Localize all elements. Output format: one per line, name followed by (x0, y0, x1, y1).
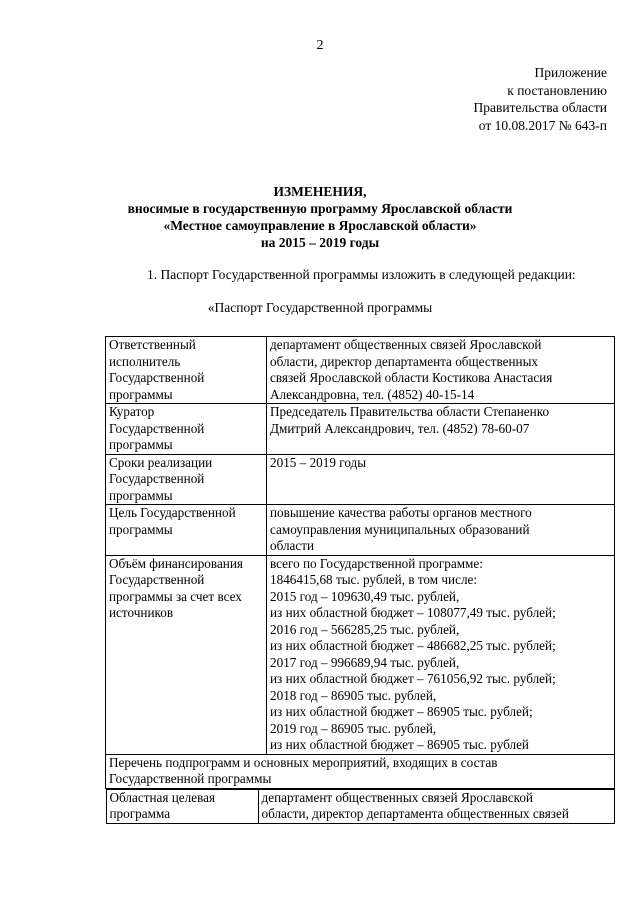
title-line: «Местное самоуправление в Ярославской области» (163, 218, 477, 233)
cell-line: 2017 год – 996689,94 тыс. рублей, (270, 654, 460, 670)
cell-line: программы (109, 386, 173, 402)
passport-table-body (106, 337, 615, 824)
cell-line: Объём финансирования (109, 555, 243, 571)
table-row (106, 454, 615, 505)
title-line: вносимые в государственную программу Ярославской области (127, 201, 513, 216)
row-value (267, 555, 615, 754)
table-row (106, 555, 615, 754)
cell-line: Областная целевая (109, 789, 216, 805)
appendix-line: к постановлению (507, 82, 607, 98)
subprogram-row (106, 788, 615, 824)
amendment-paragraph (105, 266, 613, 283)
cell-line: из них областной бюджет – 86905 тыс. рублей; (270, 704, 533, 719)
subprogram-label (106, 789, 258, 823)
cell-line: программы (109, 521, 173, 537)
cell-line: источников (109, 605, 174, 620)
cell-line: связей Ярославской области Костикова Анастасия (270, 370, 553, 385)
title-line: ИЗМЕНЕНИЯ, (273, 184, 367, 199)
cell-line: Государственной (109, 572, 205, 587)
table-row (106, 337, 615, 404)
row-label (106, 337, 267, 404)
section-header-row (106, 754, 615, 788)
subprogram-table (106, 789, 615, 824)
cell-line: Государственной (109, 370, 205, 385)
title-line: на 2015 – 2019 годы (260, 235, 380, 250)
row-value (267, 337, 615, 404)
cell-line: всего по Государственной программе: (270, 555, 483, 571)
cell-line: 2019 год – 86905 тыс. рублей, (270, 720, 437, 736)
cell-line: из них областной бюджет – 108077,49 тыс. рублей; (270, 605, 556, 620)
row-value (267, 454, 615, 505)
cell-line: Ответственный (109, 337, 196, 352)
cell-line: Дмитрий Александрович, тел. (4852) 78-60-07 (270, 420, 530, 436)
cell-line: 2015 – 2019 годы (270, 454, 367, 470)
cell-line: программы (109, 437, 173, 452)
row-label (106, 454, 267, 505)
cell-line: 1846415,68 тыс. рублей, в том числе: (270, 572, 478, 587)
cell-line: области (270, 538, 315, 553)
appendix-line: Приложение (534, 65, 607, 80)
cell-line: Государственной (109, 420, 205, 436)
cell-line: самоуправления муниципальных образований (270, 521, 530, 537)
row-label (106, 404, 267, 455)
section-header (106, 754, 615, 788)
cell-line: из них областной бюджет – 761056,92 тыс. рублей; (270, 671, 556, 686)
subprogram-wrapper (106, 788, 615, 824)
cell-line: 2018 год – 86905 тыс. рублей, (270, 687, 437, 703)
cell-line: Цель Государственной (109, 505, 236, 520)
page-number: 2 (316, 38, 324, 53)
cell-line: Александровна, тел. (4852) 40-15-14 (270, 386, 475, 402)
appendix-line: Правительства области (473, 100, 607, 115)
cell-line: Сроки реализации (109, 454, 213, 470)
cell-line: департамент общественных связей Ярославской (270, 337, 542, 352)
cell-line: программа (109, 806, 171, 821)
cell-line: Куратор (109, 404, 155, 419)
cell-line: департамент общественных связей Ярославской (261, 789, 533, 805)
row-value (267, 505, 615, 556)
passport-caption: «Паспорт Государственной программы (207, 300, 433, 315)
row-label (106, 555, 267, 754)
cell-line: программы (109, 487, 173, 503)
paragraph-text: 1. Паспорт Государственной программы изложить в следующей редакции: (147, 267, 576, 282)
document-title (0, 183, 640, 251)
cell-line: области, директор департамента общественных связей (261, 806, 569, 821)
table-row (106, 404, 615, 455)
subprogram-value (258, 789, 614, 823)
cell-line: из них областной бюджет – 86905 тыс. рублей (270, 737, 529, 752)
row-value (267, 404, 615, 455)
cell-line: 2016 год – 566285,25 тыс. рублей, (270, 621, 460, 637)
cell-line: области, директор департамента общественных (270, 353, 539, 369)
cell-line: Перечень подпрограмм и основных мероприятий, входящих в состав (109, 754, 498, 770)
passport-table (105, 336, 615, 824)
cell-line: Государственной (109, 471, 205, 486)
cell-line: повышение качества работы органов местного (270, 505, 532, 520)
appendix-line: от 10.08.2017 № 643-п (478, 117, 607, 133)
appendix-block (474, 64, 607, 134)
cell-line: 2015 год – 109630,49 тыс. рублей, (270, 588, 460, 604)
row-label (106, 505, 267, 556)
cell-line: Государственной программы (109, 771, 272, 786)
cell-line: программы за счет всех (109, 588, 242, 604)
cell-line: исполнитель (109, 353, 181, 369)
table-row (106, 505, 615, 556)
cell-line: из них областной бюджет – 486682,25 тыс. рублей; (270, 638, 556, 653)
cell-line: Председатель Правительства области Степаненко (270, 404, 550, 419)
